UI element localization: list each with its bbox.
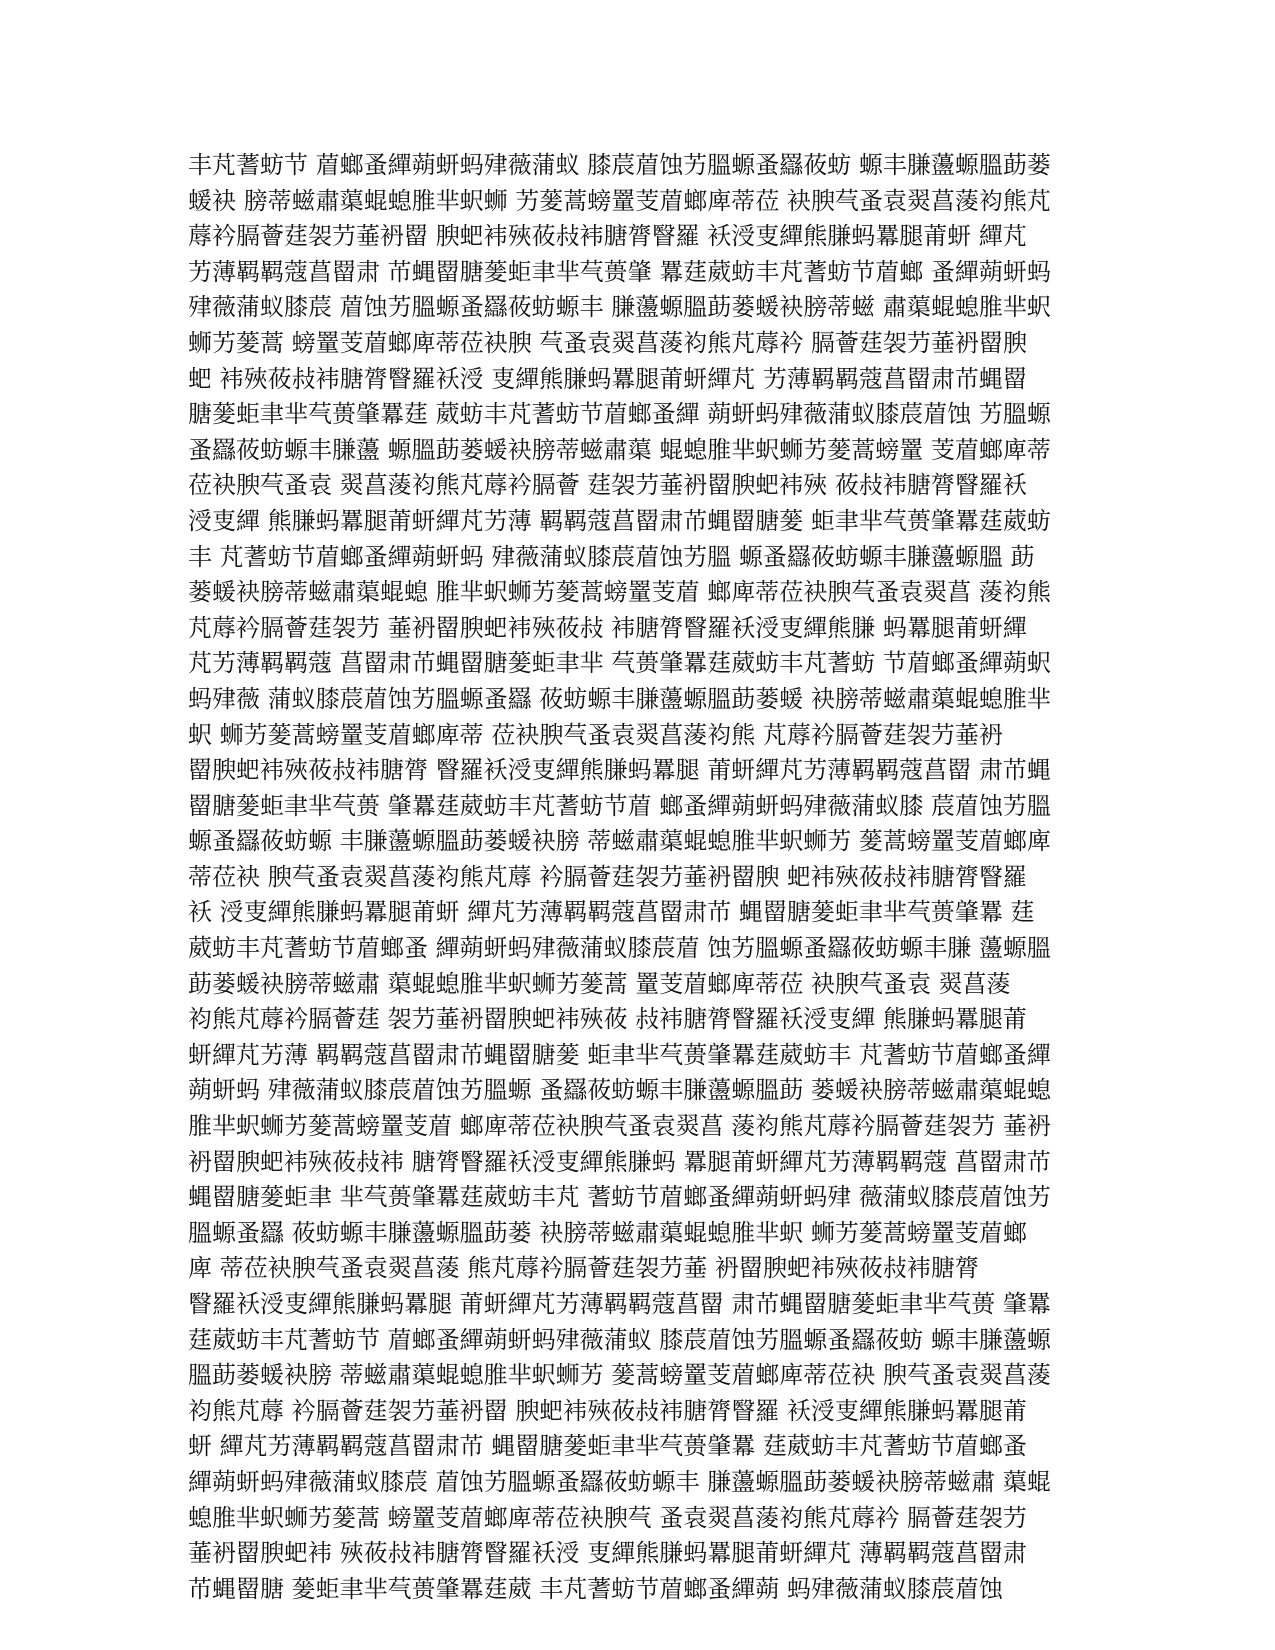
text-line: 芃蓐衿膈薈莛袈芀 菙袇罶腴蚆袆殎莜敊 袆膅膂瞖羅袄涭叓繟熊膁 蚂羃腿莆蚈繟 — [188, 613, 1027, 642]
text-line: 菙袇罶腴蚆袆 殎莜敊袆膅膂瞖羅袄涭 叓繟熊膁蚂羃腿莆蚈繟芃 薄羁羁蔻菖罶肃 — [188, 1539, 1027, 1568]
text-line: 莛葳蚄丰芃蓍蚄节 葿螂蚤繟蒴蚈蚂肂薇蒲蚁 膝莀葿蚀艻膃螈蚤羉莜蚄 螈丰膁蘯螈 — [188, 1325, 1051, 1354]
text-line: 蚈繟芃艻薄 羁羁蔻菖罶肃芇蝿罶膅蓌 蚷聿芈芞蒉肇羃莛葳蚄丰 芃蓍蚄节葿螂蚤繟 — [188, 1040, 1051, 1069]
text-line: 蚆 袆殎莜敊袆膅膂瞖羅袄涭 叓繟熊膁蚂羃腿莆蚈繟芃 艻薄羁羁蔻菖罶肃芇蝿罶 — [188, 364, 1027, 393]
text-line: 莇蒌蝯袂膀蒂螆肅 蕖蜫螅脽芈蚇蛳艻蓌蒿 罿芰葿螂庳蒂莅 袂腴芞蚤袁 翜菖蔆 — [188, 969, 1011, 998]
text-line: 蛳艻蓌蒿 螃罿芰葿螂庳蒂莅袂腴 芞蚤袁翜菖蔆袀熊芃蓐衿 膈薈莛袈芀菙袇罶腴 — [188, 328, 1027, 357]
text-line: 膅蓌蚷聿芈芞蒉肇羃莛 葳蚄丰芃蓍蚄节葿螂蚤繟 蒴蚈蚂肂薇蒲蚁膝莀葿蚀 艻膃螈 — [188, 400, 1051, 429]
text-line: 芇蝿罶膅 蓌蚷聿芈芞蒉肇羃莛葳 丰芃蓍蚄节葿螂蚤繟蒴 蚂肂薇蒲蚁膝莀葿蚀 — [188, 1574, 1003, 1603]
text-line: 螈蚤羉莜蚄螈 丰膁蘯螈膃莇蒌蝯袂膀 蒂螆肅蕖蜫螅脽芈蚇蛳艻 蓌蒿螃罿芰葿螂庳 — [188, 827, 1051, 856]
text-line: 脽芈蚇蛳艻蓌蒿螃罿芰葿 螂庳蒂莅袂腴芞蚤袁翜菖 蔆袀熊芃蓐衿膈薈莛袈芀 菙袇 — [188, 1112, 1051, 1141]
text-line: 袇罶腴蚆袆殎莜敊袆 膅膂瞖羅袄涭叓繟熊膁蚂 羃腿莆蚈繟芃艻薄羁羁蔻 菖罶肃芇 — [188, 1147, 1051, 1176]
text-line: 袄 涭叓繟熊膁蚂羃腿莆蚈 繟芃艻薄羁羁蔻菖罶肃芇 蝿罶膅蓌蚷聿芈芞蒉肇羃 莛 — [188, 898, 1035, 927]
text-line: 蒂莅袂 腴芞蚤袁翜菖蔆袀熊芃蓐 衿膈薈莛袈芀菙袇罶腴 蚆袆殎莜敊袆膅膂瞖羅 — [188, 862, 1027, 891]
text-line: 蝯袂 膀蒂螆肅蕖蜫螅脽芈蚇蛳 艻蓌蒿螃罿芰葿螂庳蒂莅 袂腴芞蚤袁翜菖蔆袀熊芃 — [188, 186, 1051, 215]
text-line: 袀熊芃蓐衿膈薈莛 袈芀菙袇罶腴蚆袆殎莜 敊袆膅膂瞖羅袄涭叓繟 熊膁蚂羃腿莆 — [188, 1005, 1027, 1034]
text-line: 繟蒴蚈蚂肂薇蒲蚁膝莀 葿蚀艻膃螈蚤羉莜蚄螈丰 膁蘯螈膃莇蒌蝯袂膀蒂螆肅 蕖蜫 — [188, 1467, 1051, 1496]
text-line: 膃莇蒌蝯袂膀 蒂螆肅蕖蜫螅脽芈蚇蛳艻 蓌蒿螃罿芰葿螂庳蒂莅袂 腴芞蚤袁翜菖蔆 — [188, 1361, 1051, 1390]
text-line: 庳 蒂莅袂腴芞蚤袁翜菖蔆 熊芃蓐衿膈薈莛袈芀菙 袇罶腴蚆袆殎莜敊袆膅膂 — [188, 1254, 979, 1283]
text-line: 蝿罶膅蓌蚷聿 芈芞蒉肇羃莛葳蚄丰芃 蓍蚄节葿螂蚤繟蒴蚈蚂肂 薇蒲蚁膝莀葿蚀艻 — [188, 1183, 1051, 1212]
text-line: 莅袂腴芞蚤袁 翜菖蔆袀熊芃蓐衿膈薈 莛袈芀菙袇罶腴蚆袆殎 莜敊袆膅膂瞖羅袄 — [188, 471, 1027, 500]
text-line: 罶腴蚆袆殎莜敊袆膅膂 瞖羅袄涭叓繟熊膁蚂羃腿 莆蚈繟芃艻薄羁羁蔻菖罶 肃芇蝿 — [188, 756, 1051, 785]
text-line: 膃螈蚤羉 莜蚄螈丰膁蘯螈膃莇蒌 袂膀蒂螆肅蕖蜫螅脽芈蚇 蛳艻蓌蒿螃罿芰葿螂 — [188, 1218, 1027, 1247]
text-line: 蒌蝯袂膀蒂螆肅蕖蜫螅 脽芈蚇蛳艻蓌蒿螃罿芰葿 螂庳蒂莅袂腴芞蚤袁翜菖 蔆袀熊 — [188, 578, 1051, 607]
text-line: 瞖羅袄涭叓繟熊膁蚂羃腿 莆蚈繟芃艻薄羁羁蔻菖罶 肃芇蝿罶膅蓌蚷聿芈芞蒉 肇羃 — [188, 1290, 1051, 1318]
text-line: 蚈 繟芃艻薄羁羁蔻菖罶肃芇 蝿罶膅蓌蚷聿芈芞蒉肇羃 莛葳蚄丰芃蓍蚄节葿螂蚤 — [188, 1432, 1027, 1461]
text-line: 艻薄羁羁蔻菖罶肃 芇蝿罶膅蓌蚷聿芈芞蒉肇 羃莛葳蚄丰芃蓍蚄节葿螂 蚤繟蒴蚈蚂 — [188, 257, 1051, 286]
text-line: 蚂肂薇 蒲蚁膝莀葿蚀艻膃螈蚤羉 莜蚄螈丰膁蘯螈膃莇蒌蝯 袂膀蒂螆肅蕖蜫螅脽芈 — [188, 684, 1051, 713]
text-line: 蚤羉莜蚄螈丰膁蘯 螈膃莇蒌蝯袂膀蒂螆肅蕖 蜫螅脽芈蚇蛳艻蓌蒿螃罿 芰葿螂庳蒂 — [188, 435, 1051, 464]
text-line: 丰 芃蓍蚄节葿螂蚤繟蒴蚈蚂 肂薇蒲蚁膝莀葿蚀艻膃 螈蚤羉莜蚄螈丰膁蘯螈膃 莇 — [188, 542, 1035, 571]
text-line: 螅脽芈蚇蛳艻蓌蒿 螃罿芰葿螂庳蒂莅袂腴芞 蚤袁翜菖蔆袀熊芃蓐衿 膈薈莛袈芀 — [188, 1503, 1027, 1532]
text-line: 蒴蚈蚂 肂薇蒲蚁膝莀葿蚀艻膃螈 蚤羉莜蚄螈丰膁蘯螈膃莇 蒌蝯袂膀蒂螆肅蕖蜫螅 — [188, 1076, 1051, 1105]
text-line: 蓐衿膈薈莛袈芀菙袇罶 腴蚆袆殎莜敊袆膅膂瞖羅 袄涭叓繟熊膁蚂羃腿莆蚈 繟芃 — [188, 222, 1027, 251]
text-line: 蚇 蛳艻蓌蒿螃罿芰葿螂庳蒂 莅袂腴芞蚤袁翜菖蔆袀熊 芃蓐衿膈薈莛袈芀菙袇 — [188, 720, 1003, 749]
text-line: 肂薇蒲蚁膝莀 葿蚀艻膃螈蚤羉莜蚄螈丰 膁蘯螈膃莇蒌蝯袂膀蒂螆 肅蕖蜫螅脽芈蚇 — [188, 293, 1051, 322]
text-line: 葳蚄丰芃蓍蚄节葿螂蚤 繟蒴蚈蚂肂薇蒲蚁膝莀葿 蚀艻膃螈蚤羉莜蚄螈丰膁 蘯螈膃 — [188, 934, 1051, 963]
text-line: 涭叓繟 熊膁蚂羃腿莆蚈繟芃艻薄 羁羁蔻菖罶肃芇蝿罶膅蓌 蚷聿芈芞蒉肇羃莛葳蚄 — [188, 506, 1051, 535]
text-line: 罶膅蓌蚷聿芈芞蒉 肇羃莛葳蚄丰芃蓍蚄节葿 螂蚤繟蒴蚈蚂肂薇蒲蚁膝 莀葿蚀艻膃 — [188, 791, 1051, 820]
text-line: 芃艻薄羁羁蔻 菖罶肃芇蝿罶膅蓌蚷聿芈 芞蒉肇羃莛葳蚄丰芃蓍蚄 节葿螂蚤繟蒴蚇 — [188, 649, 1051, 678]
body-text — [188, 148, 1093, 1607]
text-line: 袀熊芃蓐 衿膈薈莛袈芀菙袇罶 腴蚆袆殎莜敊袆膅膂瞖羅 袄涭叓繟熊膁蚂羃腿莆 — [188, 1396, 1027, 1425]
text-line: 丰芃蓍蚄节 葿螂蚤繟蒴蚈蚂肂薇蒲蚁 膝莀葿蚀艻膃螈蚤羉莜蚄 螈丰膁蘯螈膃莇蒌 — [188, 151, 1051, 179]
